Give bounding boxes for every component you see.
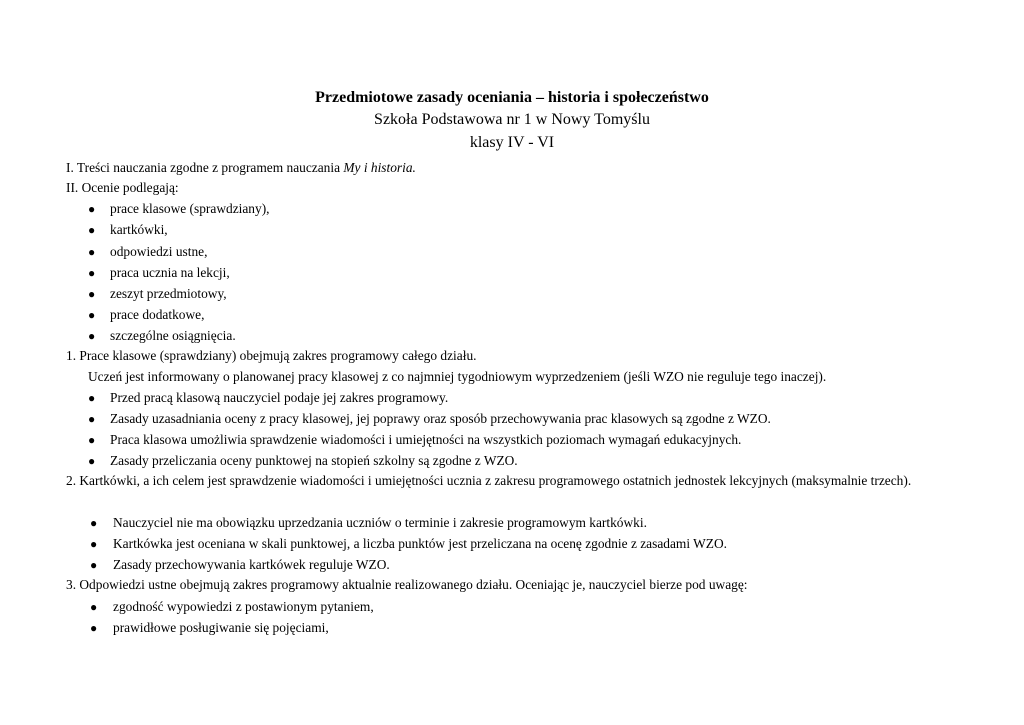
section-2-heading: II. Ocenie podlegają: — [66, 180, 179, 195]
bullet-icon: ● — [88, 266, 96, 280]
point-1-note: Uczeń jest informowany o planowanej pracy klasowej z co najmniej tygodniowym wyprzedzeniem (jeśli WZO nie reguluje tego inaczej). — [88, 369, 827, 384]
bullet-icon: ● — [90, 558, 98, 572]
bullet-icon: ● — [88, 329, 96, 343]
point-2-heading: 2. Kartkówki, a ich celem jest sprawdzenie wiadomości i umiejętności ucznia z zakresu programowego ostatnich jednostek lekcyjnych (maksymalnie trzech). — [66, 473, 912, 488]
bullet-icon: ● — [90, 621, 98, 635]
section-1-line — [66, 160, 416, 176]
bullet-icon: ● — [90, 600, 98, 614]
bullet-icon: ● — [88, 202, 96, 216]
bullet-icon: ● — [88, 223, 96, 237]
bullet-icon: ● — [88, 454, 96, 468]
bullet-icon: ● — [90, 516, 98, 530]
bullet-icon: ● — [88, 308, 96, 322]
bullet-icon: ● — [88, 287, 96, 301]
program-name: My i historia. — [343, 160, 416, 175]
point-3-heading: 3. Odpowiedzi ustne obejmują zakres programowy aktualnie realizowanego działu. Oceniając je, nauczyciel bierze pod uwagę: — [66, 577, 748, 592]
bullet-icon: ● — [88, 433, 96, 447]
bullet-icon: ● — [88, 391, 96, 405]
bullet-icon: ● — [88, 245, 96, 259]
bullet-icon: ● — [90, 537, 98, 551]
document-title: Przedmiotowe zasady oceniania – historia i społeczeństwo — [315, 89, 709, 106]
point-1-heading: 1. Prace klasowe (sprawdziany) obejmują zakres programowy całego działu. — [66, 348, 477, 363]
document-page: Przedmiotowe zasady oceniania – historia i społeczeństwo Szkoła Podstawowa nr 1 w Nowy Tomyślu klasy IV - VI I. Treści nauczania zgodne z programem nauczania My i historia. II. Ocenie podlegają: ● prace klasowe (sprawdziany), ● kartkówki, ● odpowiedzi ustne, ● praca ucznia na lekcji, ● zeszyt przedmiotowy, ● prace dodatkowe, ● szczególne osiągnięcia. 1. Prace klasowe (sprawdziany) obejmują zakres programowy całego działu. Uczeń jest informowany o planowanej pracy klasowej z co najmniej tygodniowym wyprzedzeniem (jeśli WZO nie reguluje tego inaczej). ● Przed pracą klasową nauczyciel podaje jej zakres programowy. ● Zasady uzasadniania oceny z pracy klasowej, jej poprawy oraz sposób przechowywania prac klasowych są zgodne z WZO. ● Praca klasowa umożliwia sprawdzenie wiadomości i umiejętności na wszystkich poziomach wymagań edukacyjnych. ● Zasady przeliczania oceny punktowej na stopień szkolny są zgodne z WZO. 2. Kartkówki, a ich celem jest sprawdzenie wiadomości i umiejętności ucznia z zakresu programowego ostatnich jednostek lekcyjnych (maksymalnie trzech). ● Nauczyciel nie ma obowiązku uprzedzania uczniów o terminie i zakresie programowym kartkówki. ● Kartkówka jest oceniana w skali punktowej, a liczba punktów jest przeliczana na ocenę zgodnie z zasadami WZO. ● Zasady przechowywania kartkówek reguluje WZO. 3. Odpowiedzi ustne obejmują zakres programowy aktualnie realizowanego działu. Oceniając je, nauczyciel bierze pod uwagę: ● zgodność wypowiedzi z postawionym pytaniem, ● prawidłowe posługiwanie się pojęciami, — [0, 0, 1024, 725]
bullet-icon: ● — [88, 412, 96, 426]
section-1-prefix: I. Treści nauczania zgodne z programem nauczania — [66, 160, 344, 175]
school-name: Szkoła Podstawowa nr 1 w Nowy Tomyślu — [374, 111, 650, 128]
class-range: klasy IV - VI — [469, 134, 555, 151]
